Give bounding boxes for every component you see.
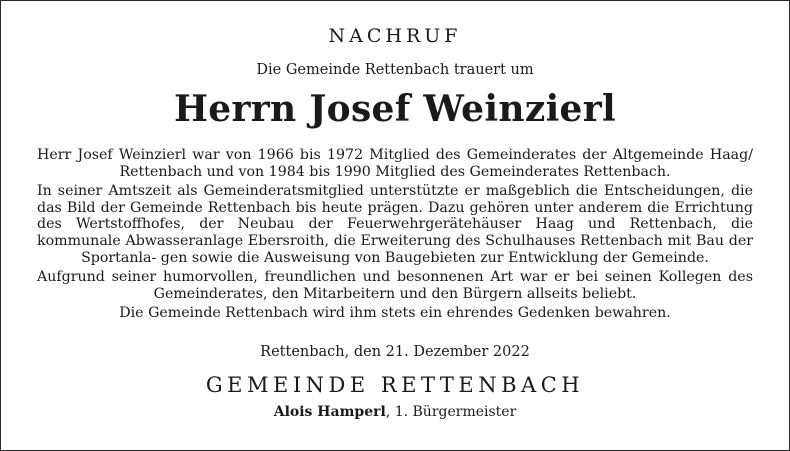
organization-name: GEMEINDE RETTENBACH [205,373,585,397]
paragraph-character: Aufgrund seiner humorvollen, freundlichen und besonnenen Art war er bei seinen Kollegen des Gemeinderates, den Mitarbeitern und den Bürgern allseits beliebt. [37,269,753,302]
obituary-text [37,147,753,325]
notice-date: Rettenbach, den 21. Dezember 2022 [260,344,530,360]
signer-name: Alois Hamperl [273,404,386,420]
signer-title: , 1. Bürgermeister [385,404,517,420]
paragraph-achievements: In seiner Amtszeit als Gemeinderatsmitglied unterstützte er maßgeblich die Entscheidungen, die das Bild der Gemeinde Rettenbach bis heute prägen. Dazu gehören unter anderem die Errichtung des Wertstoffhofes, der Neubau der Feuerwehrgerätehäuser Haag und Rettenbach, die kommunale Abwasseranlage Ebersroith, die Erweiterung des Schulhauses Rettenbach mit Bau der Sportanla- gen sowie die Ausweisung von Baugebieten zur Entwicklung der Gemeinde. [37,183,753,266]
mourning-line: Die Gemeinde Rettenbach trauert um [256,62,534,78]
notice-heading: NACHRUF [328,25,462,47]
deceased-name: Herrn Josef Weinzierl [173,88,616,130]
paragraph-remembrance: Die Gemeinde Rettenbach wird ihm stets ein ehrendes Gedenken bewahren. [119,305,671,322]
signature-line [1,404,789,420]
paragraph-council-membership: Herr Josef Weinzierl war von 1966 bis 1972 Mitglied des Gemeinderates der Altgemeinde Haag/ Rettenbach und von 1984 bis 1990 Mitglied des Gemeinderates Rettenbach. [37,147,753,180]
